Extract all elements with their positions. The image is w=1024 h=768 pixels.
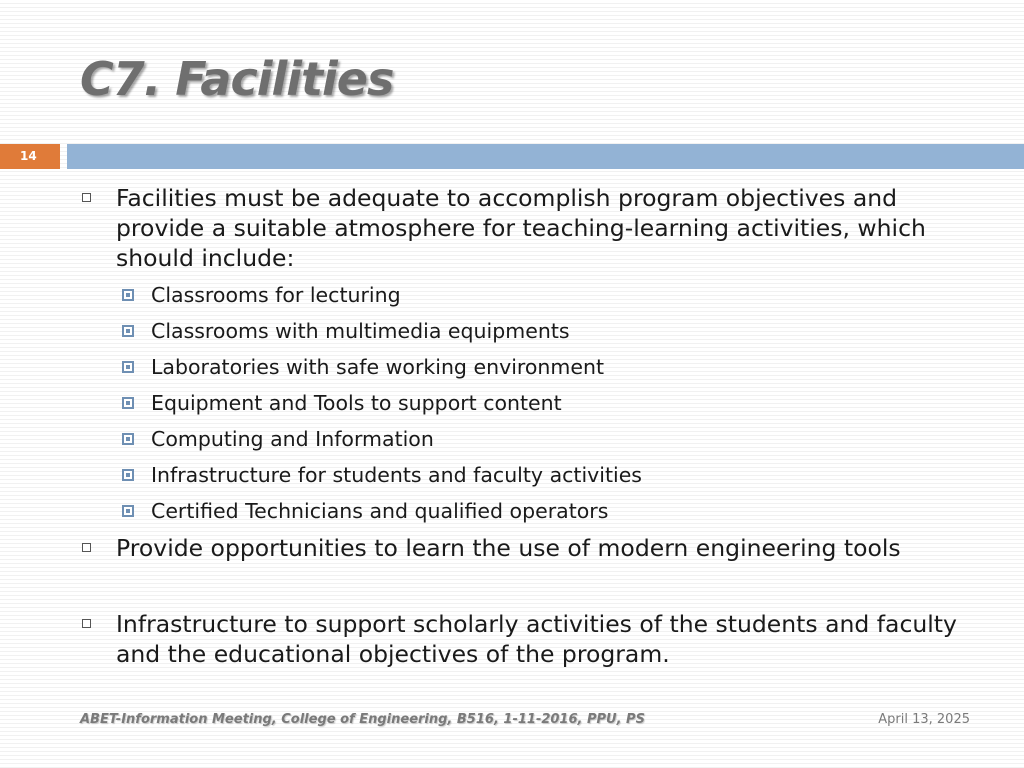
- slide-content: [80, 183, 990, 669]
- subbullet-text: Laboratories with safe working environment: [151, 355, 605, 379]
- footer-meeting-info: ABET-Information Meeting, College of Engineering, B516, 1-11-2016, PPU, PS: [80, 712, 645, 727]
- slide-title: C7. Facilities: [80, 52, 394, 106]
- subbullet-text: Classrooms with multimedia equipments: [151, 319, 570, 343]
- subbullet-item: [80, 390, 990, 416]
- square-bullet-icon: [122, 289, 134, 301]
- subbullet-item: [80, 498, 990, 524]
- square-bullet-icon: [122, 469, 134, 481]
- bullet-text: Provide opportunities to learn the use of modern engineering tools: [116, 534, 901, 562]
- square-bullet-icon: [82, 543, 91, 552]
- subbullet-text: Certified Technicians and qualified operators: [151, 499, 609, 523]
- square-bullet-icon: [82, 619, 91, 628]
- subbullet-text: Infrastructure for students and faculty activities: [151, 463, 642, 487]
- bullet-text: Infrastructure to support scholarly activities of the students and faculty and the educational objectives of the program.: [116, 610, 957, 668]
- footer-date: April 13, 2025: [878, 712, 970, 727]
- subbullet-item: [80, 282, 990, 308]
- bullet-text: Facilities must be adequate to accomplish program objectives and provide a suitable atmosphere for teaching-learning activities, which should include:: [116, 184, 926, 272]
- subbullet-text: Computing and Information: [151, 427, 434, 451]
- square-bullet-icon: [82, 193, 91, 202]
- subbullet-item: [80, 462, 990, 488]
- subbullet-item: [80, 426, 990, 452]
- subbullet-item: [80, 318, 990, 344]
- square-bullet-icon: [122, 361, 134, 373]
- slide-number-badge: [0, 144, 60, 169]
- bullet-infrastructure: [80, 609, 990, 669]
- square-bullet-icon: [122, 505, 134, 517]
- square-bullet-icon: [122, 325, 134, 337]
- subbullet-item: [80, 354, 990, 380]
- square-bullet-icon: [122, 433, 134, 445]
- slide-number: 14: [20, 149, 37, 163]
- header-bar: [67, 144, 1024, 169]
- subbullet-text: Equipment and Tools to support content: [151, 391, 562, 415]
- square-bullet-icon: [122, 397, 134, 409]
- bullet-modern-tools: [80, 533, 990, 563]
- subbullet-text: Classrooms for lecturing: [151, 283, 401, 307]
- bullet-facilities: [80, 183, 990, 273]
